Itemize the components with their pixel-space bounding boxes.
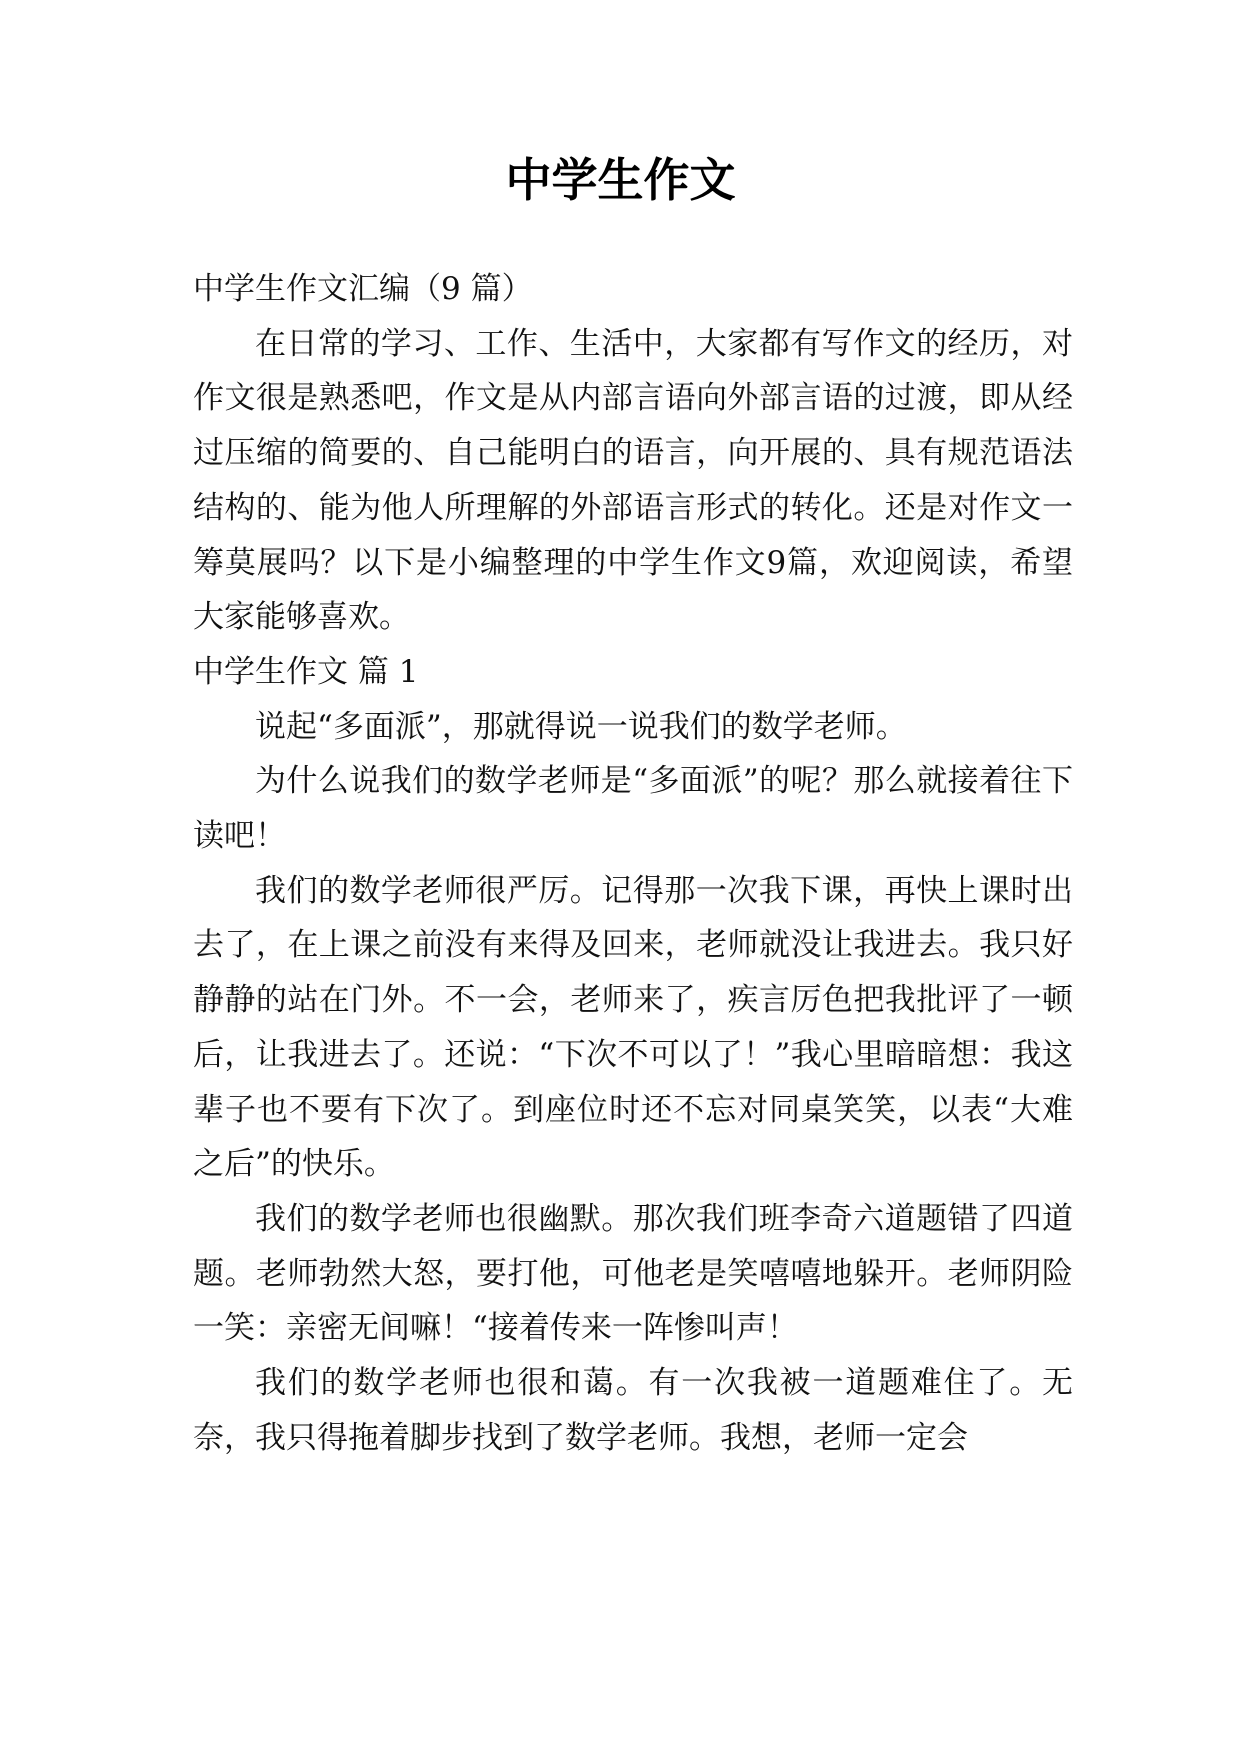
body-paragraph: 说起“多面派”，那就得说一说我们的数学老师。 xyxy=(255,708,907,745)
document-body xyxy=(193,262,1073,1465)
intro-paragraph: 在日常的学习、工作、生活中，大家都有写作文的经历，对作文很是熟悉吧，作文是从内部言语向外部言语的过渡，即从经过压缩的简要的、自己能明白的语言，向开展的、具有规范语法结构的、能为他人所理解的外部语言形式的转化。还是对作文一筹莫展吗？以下是小编整理的中学生作文9篇，欢迎阅读，希望大家能够喜欢。 xyxy=(193,325,1073,636)
body-paragraph: 为什么说我们的数学老师是“多面派”的呢？那么就接着往下读吧！ xyxy=(193,763,1073,855)
body-paragraph: 我们的数学老师也很幽默。那次我们班李奇六道题错了四道题。老师勃然大怒，要打他，可他老是笑嘻嘻地躲开。老师阴险一笑：亲密无间嘛！“接着传来一阵惨叫声！ xyxy=(193,1200,1073,1347)
essay-heading: 中学生作文 篇 1 xyxy=(193,653,419,690)
body-paragraph: 我们的数学老师很严厉。记得那一次我下课，再快上课时出去了，在上课之前没有来得及回来，老师就没让我进去。我只好静静的站在门外。不一会，老师来了，疾言厉色把我批评了一顿后，让我进去了。还说：“下次不可以了！”我心里暗暗想：我这辈子也不要有下次了。到座位时还不忘对同桌笑笑，以表“大难之后”的快乐。 xyxy=(193,872,1073,1183)
document-title: 中学生作文 xyxy=(505,153,736,207)
body-paragraph: 我们的数学老师也很和蔼。有一次我被一道题难住了。无奈，我只得拖着脚步找到了数学老师。我想，老师一定会 xyxy=(193,1365,1073,1456)
collection-heading: 中学生作文汇编（9 篇） xyxy=(193,271,533,307)
